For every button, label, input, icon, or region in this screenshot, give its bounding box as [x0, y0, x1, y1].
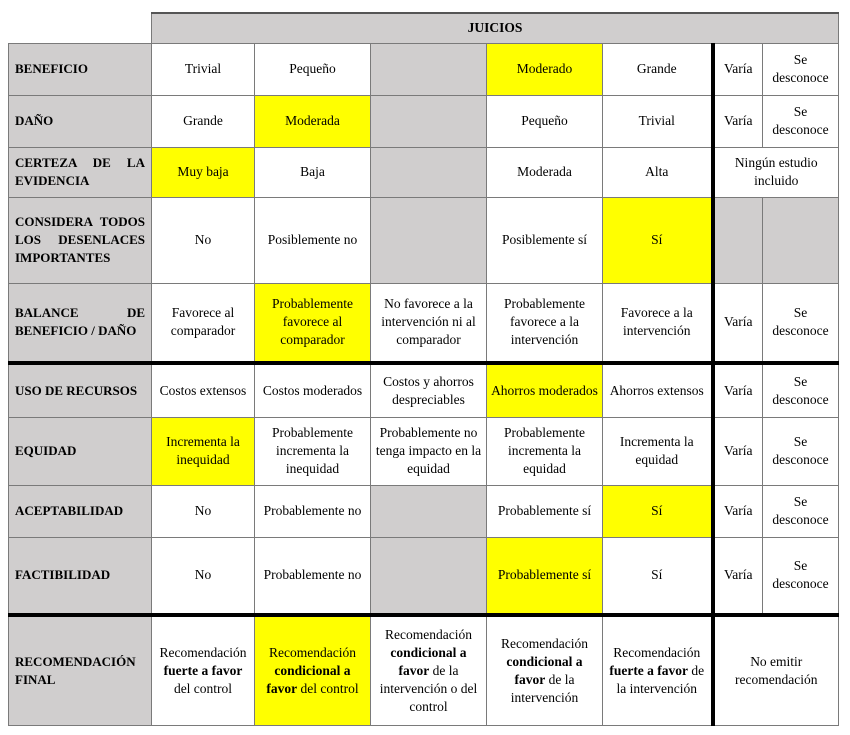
criterion-label: DAÑO — [9, 95, 152, 147]
judgment-cell — [255, 615, 371, 725]
judgment-cell — [371, 615, 487, 725]
header-row — [9, 13, 839, 43]
judgment-cell: Probablemente sí — [487, 485, 603, 537]
judgment-cell: Se desconoce — [763, 485, 839, 537]
criterion-row-balance-de-beneficio-dano — [9, 283, 839, 363]
judgment-cell: Pequeño — [255, 43, 371, 95]
judgment-cell — [487, 615, 603, 725]
recommendation-strength: fuerte a favor — [163, 662, 243, 678]
judgment-cell: No — [152, 537, 255, 615]
judgment-cell — [152, 615, 255, 725]
judgment-cell: Varía — [713, 95, 763, 147]
judgment-cell: Se desconoce — [763, 537, 839, 615]
judgment-cell: Moderado — [487, 43, 603, 95]
judgment-cell: Ahorros extensos — [603, 363, 713, 417]
criterion-row-considera-todos-los-desenlaces-importantes — [9, 197, 839, 283]
judgment-cell: Probablemente no tenga impacto en la equidad — [371, 417, 487, 485]
judgment-cell: Probablemente no — [255, 537, 371, 615]
criterion-label: CONSIDERA TODOS LOS DESENLACES IMPORTANTES — [9, 197, 152, 283]
criterion-label: FACTIBILIDAD — [9, 537, 152, 615]
judgment-cell: No favorece a la intervención ni al comparador — [371, 283, 487, 363]
judgment-cell: Varía — [713, 363, 763, 417]
judgment-cell: Posiblemente sí — [487, 197, 603, 283]
judgment-cell: Moderada — [255, 95, 371, 147]
judgment-cell: Varía — [713, 485, 763, 537]
judgment-cell — [763, 197, 839, 283]
judgment-cell: Se desconoce — [763, 363, 839, 417]
judgment-cell: Sí — [603, 485, 713, 537]
recommendation-text: Recomendación — [385, 626, 472, 642]
judgment-cell: Incrementa la equidad — [603, 417, 713, 485]
judgment-cell: No — [152, 485, 255, 537]
judgment-cell: Grande — [603, 43, 713, 95]
judgment-cell: Costos extensos — [152, 363, 255, 417]
judgment-cell: No emitir recomendación — [713, 615, 839, 725]
recommendation-strength: condicional a favor — [266, 662, 351, 696]
criterion-label: USO DE RECURSOS — [9, 363, 152, 417]
judgment-cell: Varía — [713, 43, 763, 95]
criterion-row-aceptabilidad — [9, 485, 839, 537]
judgment-cell: Trivial — [152, 43, 255, 95]
recommendation-text: Recomendación — [159, 644, 247, 660]
criterion-label: CERTEZA DE LA EVIDENCIA — [9, 147, 152, 197]
judgment-cell: Probablemente favorece al comparador — [255, 283, 371, 363]
recommendation-text: de la intervención — [510, 671, 579, 705]
criterion-label: BALANCE DE BENEFICIO / DAÑO — [9, 283, 152, 363]
judgment-cell: Probablemente sí — [487, 537, 603, 615]
recommendation-strength: condicional a favor — [506, 653, 583, 687]
judgment-cell — [371, 485, 487, 537]
recommendation-text: Recomendación — [269, 644, 356, 660]
judgment-cell: Incrementa la inequidad — [152, 417, 255, 485]
judgment-cell: Costos y ahorros despreciables — [371, 363, 487, 417]
criterion-row-factibilidad — [9, 537, 839, 615]
judgment-cell: Costos moderados — [255, 363, 371, 417]
recommendation-strength: fuerte a favor — [609, 662, 689, 678]
judgment-cell: Posiblemente no — [255, 197, 371, 283]
recommendation-text: de la intervención — [616, 662, 705, 696]
judgment-cell: Baja — [255, 147, 371, 197]
judgment-cell: Favorece al comparador — [152, 283, 255, 363]
judgment-cell — [603, 615, 713, 725]
criterion-label: RECOMENDACIÓN FINAL — [9, 615, 152, 725]
judgment-table — [8, 12, 839, 726]
judgment-cell: No — [152, 197, 255, 283]
judgment-cell: Varía — [713, 537, 763, 615]
criterion-label: ACEPTABILIDAD — [9, 485, 152, 537]
judgment-cell: Ningún estudio incluido — [713, 147, 839, 197]
recommendation-text: Recomendación — [613, 644, 701, 660]
judgment-cell — [371, 43, 487, 95]
judgments-header: JUICIOS — [152, 13, 839, 43]
criterion-label: BENEFICIO — [9, 43, 152, 95]
judgment-cell: Se desconoce — [763, 283, 839, 363]
recommendation-text: del control — [173, 680, 233, 696]
judgment-cell: Trivial — [603, 95, 713, 147]
judgment-cell: Se desconoce — [763, 43, 839, 95]
recommendation-text: Recomendación — [501, 635, 588, 651]
criterion-row-uso-de-recursos — [9, 363, 839, 417]
judgment-cell: Varía — [713, 417, 763, 485]
judgment-cell: Probablemente favorece a la intervención — [487, 283, 603, 363]
judgment-cell — [371, 147, 487, 197]
criterion-row-recomendacion-final — [9, 615, 839, 725]
recommendation-strength: condicional a favor — [390, 644, 467, 678]
corner-cell — [9, 13, 152, 43]
judgment-cell: Ahorros moderados — [487, 363, 603, 417]
judgment-cell — [371, 95, 487, 147]
judgment-cell: Muy baja — [152, 147, 255, 197]
judgment-cell: Se desconoce — [763, 417, 839, 485]
recommendation-text: del control — [297, 680, 359, 696]
criterion-row-dano — [9, 95, 839, 147]
judgment-cell: Varía — [713, 283, 763, 363]
judgment-cell — [371, 537, 487, 615]
judgment-cell: Sí — [603, 197, 713, 283]
criterion-row-beneficio — [9, 43, 839, 95]
judgment-cell: Favorece a la intervención — [603, 283, 713, 363]
criterion-row-equidad — [9, 417, 839, 485]
recommendation-text: de la intervención o del control — [379, 662, 478, 714]
judgment-cell: Grande — [152, 95, 255, 147]
criterion-row-certeza-de-la-evidencia — [9, 147, 839, 197]
judgment-cell — [371, 197, 487, 283]
judgment-cell: Pequeño — [487, 95, 603, 147]
judgment-cell: Probablemente incrementa la equidad — [487, 417, 603, 485]
judgment-cell: Moderada — [487, 147, 603, 197]
criterion-label: EQUIDAD — [9, 417, 152, 485]
judgment-cell: Se desconoce — [763, 95, 839, 147]
judgment-cell: Probablemente incrementa la inequidad — [255, 417, 371, 485]
judgment-cell: Probablemente no — [255, 485, 371, 537]
judgment-cell: Sí — [603, 537, 713, 615]
judgment-cell — [713, 197, 763, 283]
judgment-cell: Alta — [603, 147, 713, 197]
